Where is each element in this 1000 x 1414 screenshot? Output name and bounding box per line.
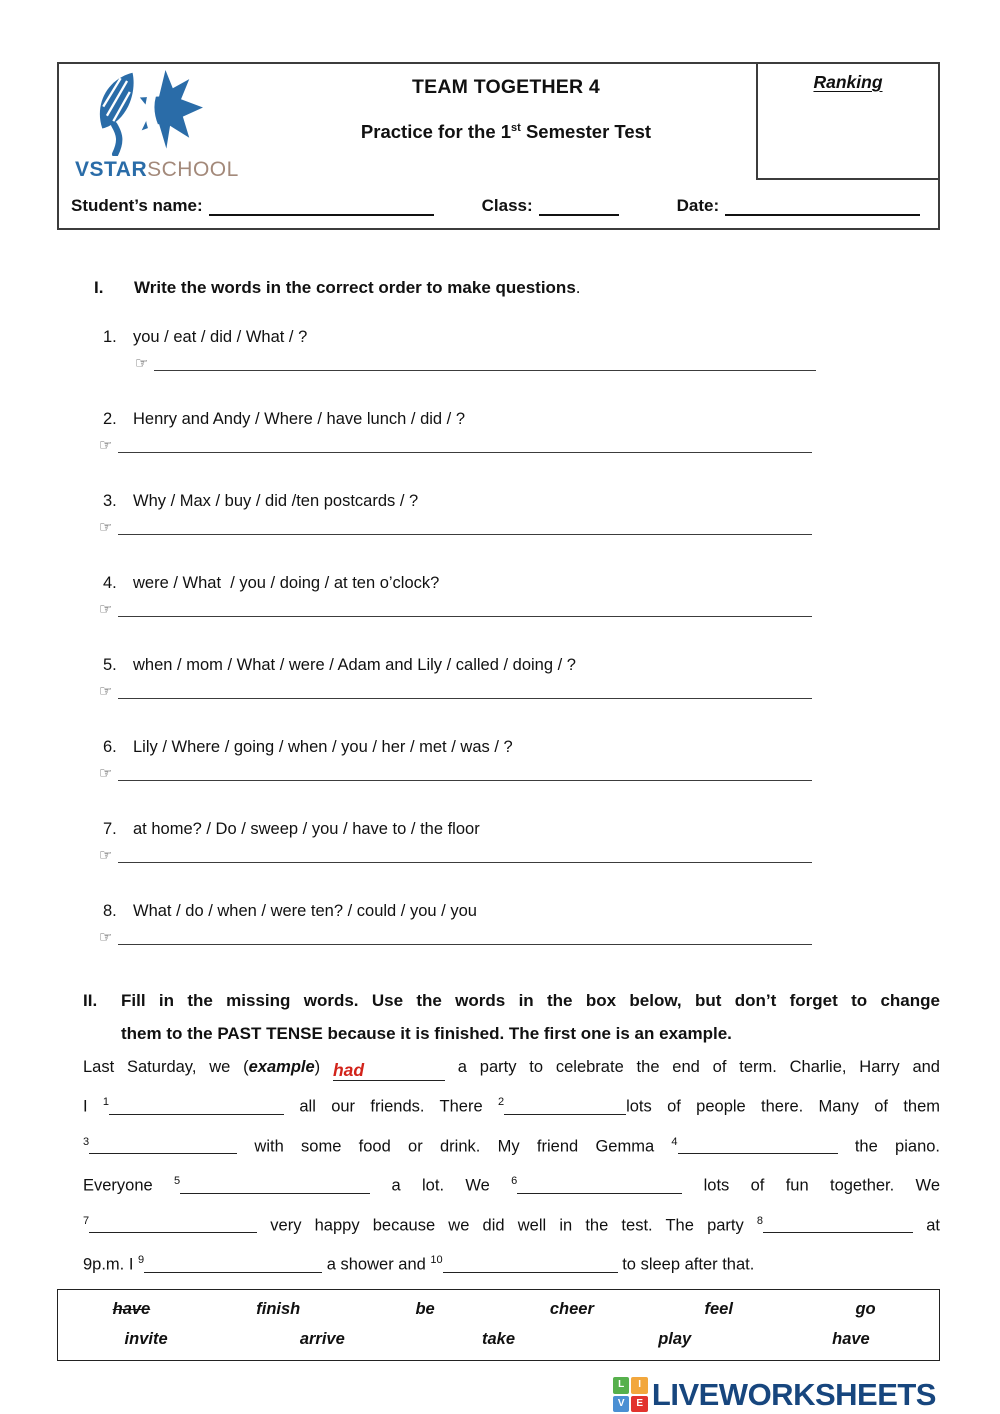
blank-number: 6 xyxy=(511,1175,518,1187)
section-2-number: II. xyxy=(83,991,98,1010)
word-box-row-1 xyxy=(58,1294,939,1324)
question-number: 2. xyxy=(103,410,117,428)
logo-square-v: V xyxy=(613,1396,630,1413)
word-box-row-2 xyxy=(58,1324,939,1354)
question-text: Lily / Where / going / when / you / her / met / was / ? xyxy=(133,738,513,756)
pointing-hand-icon: ☞ xyxy=(99,764,113,782)
blank-number: 8 xyxy=(756,1214,764,1227)
answer-line-2[interactable] xyxy=(118,437,812,453)
logo-square-i: I xyxy=(631,1377,648,1394)
fill-blank-7[interactable] xyxy=(89,1218,257,1233)
section-2 xyxy=(57,984,940,1361)
section-2-heading xyxy=(83,984,940,1050)
word-option: cheer xyxy=(549,1299,594,1318)
pointing-hand-icon: ☞ xyxy=(99,846,113,864)
ranking-label: Ranking xyxy=(813,72,883,92)
section-2-heading-line1: Fill in the missing words. Use the words in the box below, but don’t forget to change xyxy=(121,991,940,1010)
word-option: have xyxy=(112,1299,151,1318)
fill-blank-2[interactable] xyxy=(504,1100,626,1115)
question-text: you / eat / did / What / ? xyxy=(133,328,308,346)
school-logo xyxy=(75,70,255,182)
question-2 xyxy=(99,410,940,454)
class-label: Class: xyxy=(481,196,533,215)
logo-square-l: L xyxy=(613,1377,630,1394)
answer-line-8[interactable] xyxy=(118,929,812,945)
pointing-hand-icon: ☞ xyxy=(99,682,113,700)
question-1 xyxy=(103,328,940,371)
word-option: take xyxy=(481,1329,516,1348)
example-answer: had xyxy=(333,1060,445,1081)
word-option: invite xyxy=(124,1329,168,1348)
word-option: have xyxy=(832,1329,870,1348)
word-option: finish xyxy=(256,1299,301,1318)
liveworksheets-wordmark: LIVEWORKSHEETS xyxy=(651,1376,936,1412)
student-name-label: Student’s name: xyxy=(71,196,203,215)
section-1-heading: I. Write the words in the correct order to make questions. xyxy=(94,278,581,297)
paragraph-line-5: $^7$ very happy because we did well in the test. The party $^8$ at xyxy=(83,1214,940,1234)
paragraph-line-1: Last Saturday, we (example) had a party to celebrate the end of term. Charlie, Harry and xyxy=(83,1058,940,1080)
question-text: at home? / Do / sweep / you / have to / the floor xyxy=(133,820,480,838)
question-3 xyxy=(99,492,940,536)
fill-blank-10[interactable] xyxy=(443,1258,618,1273)
question-text: Henry and Andy / Where / have lunch / did / ? xyxy=(133,410,466,428)
pointing-hand-icon: ☞ xyxy=(99,928,113,946)
word-option: go xyxy=(855,1299,876,1318)
word-option: play xyxy=(658,1329,692,1348)
paragraph-line-6: 9p.m. I $^9$ a shower and $^{10}$ to sleep after that. xyxy=(83,1254,755,1274)
questions-list xyxy=(57,328,940,945)
question-number: 7. xyxy=(103,820,117,838)
word-option: feel xyxy=(704,1299,733,1318)
word-box xyxy=(57,1289,940,1361)
blank-number: 5 xyxy=(174,1175,181,1187)
section-1-number: I. xyxy=(94,278,104,297)
question-number: 4. xyxy=(103,574,117,592)
pointing-hand-icon: ☞ xyxy=(99,436,113,454)
question-number: 5. xyxy=(103,656,117,674)
question-number: 6. xyxy=(103,738,117,756)
pointing-hand-icon: ☞ xyxy=(99,518,113,536)
footer xyxy=(57,1377,940,1413)
student-name-field[interactable] xyxy=(209,200,434,216)
logo-vstar: VSTAR xyxy=(75,158,148,181)
answer-line-5[interactable] xyxy=(118,683,812,699)
answer-line-3[interactable] xyxy=(118,519,812,535)
logo-square-e: E xyxy=(631,1396,648,1413)
header-titles xyxy=(259,76,753,143)
fill-blank-6[interactable] xyxy=(517,1179,682,1194)
question-number: 8. xyxy=(103,902,117,920)
pointing-hand-icon: ☞ xyxy=(99,600,113,618)
fill-in-paragraph xyxy=(83,1050,940,1283)
blank-number: 10 xyxy=(430,1254,443,1266)
liveworksheets-logo xyxy=(613,1377,936,1413)
question-8 xyxy=(99,902,940,946)
date-label: Date: xyxy=(676,196,720,215)
section-2-heading-line2: them to the PAST TENSE because it is finished. The first one is an example. xyxy=(121,1024,732,1043)
pointing-hand-icon: ☞ xyxy=(135,354,149,372)
worksheet-subtitle: Practice for the 1st Semester Test xyxy=(360,121,652,142)
question-6 xyxy=(99,738,940,782)
fill-blank-8[interactable] xyxy=(763,1218,913,1233)
answer-line-7[interactable] xyxy=(118,847,812,863)
blank-number: 7 xyxy=(83,1214,90,1227)
liveworksheets-icon xyxy=(613,1377,648,1412)
word-option: arrive xyxy=(299,1329,345,1348)
ranking-box xyxy=(756,64,938,180)
school-logo-text xyxy=(75,158,255,182)
question-7 xyxy=(99,820,940,864)
paragraph-line-2: I $^1$ all our friends. There $^2$ lots of people there. Many of them xyxy=(83,1096,940,1116)
question-number: 3. xyxy=(103,492,117,510)
answer-line-1[interactable] xyxy=(154,355,816,371)
date-field[interactable] xyxy=(725,200,920,216)
paragraph-line-3: $^3$ with some food or drink. My friend Gemma $^4$ the piano. xyxy=(83,1135,941,1155)
worksheet-title: TEAM TOGETHER 4 xyxy=(412,76,600,98)
blank-number: 2 xyxy=(497,1096,505,1108)
section-1 xyxy=(57,278,940,945)
fill-blank-4[interactable] xyxy=(678,1139,838,1154)
question-text: when / mom / What / were / Adam and Lily / called / doing / ? xyxy=(133,656,576,674)
question-text: were / What / you / doing / at ten o’clock? xyxy=(133,574,440,592)
answer-line-6[interactable] xyxy=(118,765,812,781)
question-text: What / do / when / were ten? / could / you / you xyxy=(133,902,477,920)
question-5 xyxy=(99,656,940,700)
answer-line-4[interactable] xyxy=(118,601,812,617)
blank-number: 1 xyxy=(102,1096,110,1108)
class-field[interactable] xyxy=(539,200,619,216)
blank-number: 9 xyxy=(138,1254,145,1266)
fill-blank-9[interactable] xyxy=(144,1258,322,1273)
blank-number: 3 xyxy=(83,1135,90,1148)
fill-blank-5[interactable] xyxy=(180,1179,370,1194)
paragraph-line-4: Everyone $^5$ a lot. We $^6$ lots of fun together. We xyxy=(83,1175,940,1195)
school-logo-icon xyxy=(87,70,211,156)
question-number: 1. xyxy=(103,328,117,346)
student-info-row xyxy=(71,196,920,216)
question-4 xyxy=(99,574,940,618)
word-option: be xyxy=(415,1299,435,1318)
question-text: Why / Max / buy / did /ten postcards / ? xyxy=(133,492,419,510)
blank-number: 4 xyxy=(671,1135,678,1148)
header xyxy=(57,62,940,230)
fill-blank-3[interactable] xyxy=(89,1139,237,1154)
logo-school: SCHOOL xyxy=(147,158,239,181)
fill-blank-1[interactable] xyxy=(109,1100,284,1115)
